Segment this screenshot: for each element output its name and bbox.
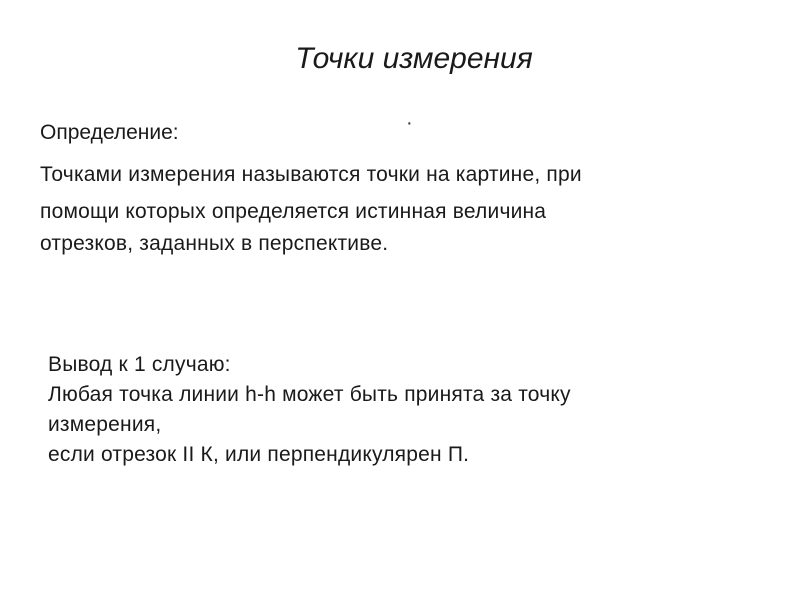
conclusion-line-3: если отрезок II К, или перпендикулярен П.	[48, 443, 470, 466]
conclusion-block	[48, 350, 571, 470]
conclusion-heading: Вывод к 1 случаю:	[48, 353, 231, 376]
definition-label: Определение:	[40, 121, 179, 144]
conclusion-line-1: Любая точка линии h-h может быть принята за точку	[48, 383, 571, 406]
slide-title: Точки измерения	[295, 42, 533, 75]
definition-line-3: отрезков, заданных в перспективе.	[40, 232, 389, 255]
definition-line-2: помощи которых определяется истинная величина	[40, 200, 547, 223]
conclusion-line-2: измерения,	[48, 413, 162, 436]
stray-dot: ·	[406, 112, 413, 134]
definition-line-1: Точками измерения называются точки на картине, при	[40, 163, 582, 186]
